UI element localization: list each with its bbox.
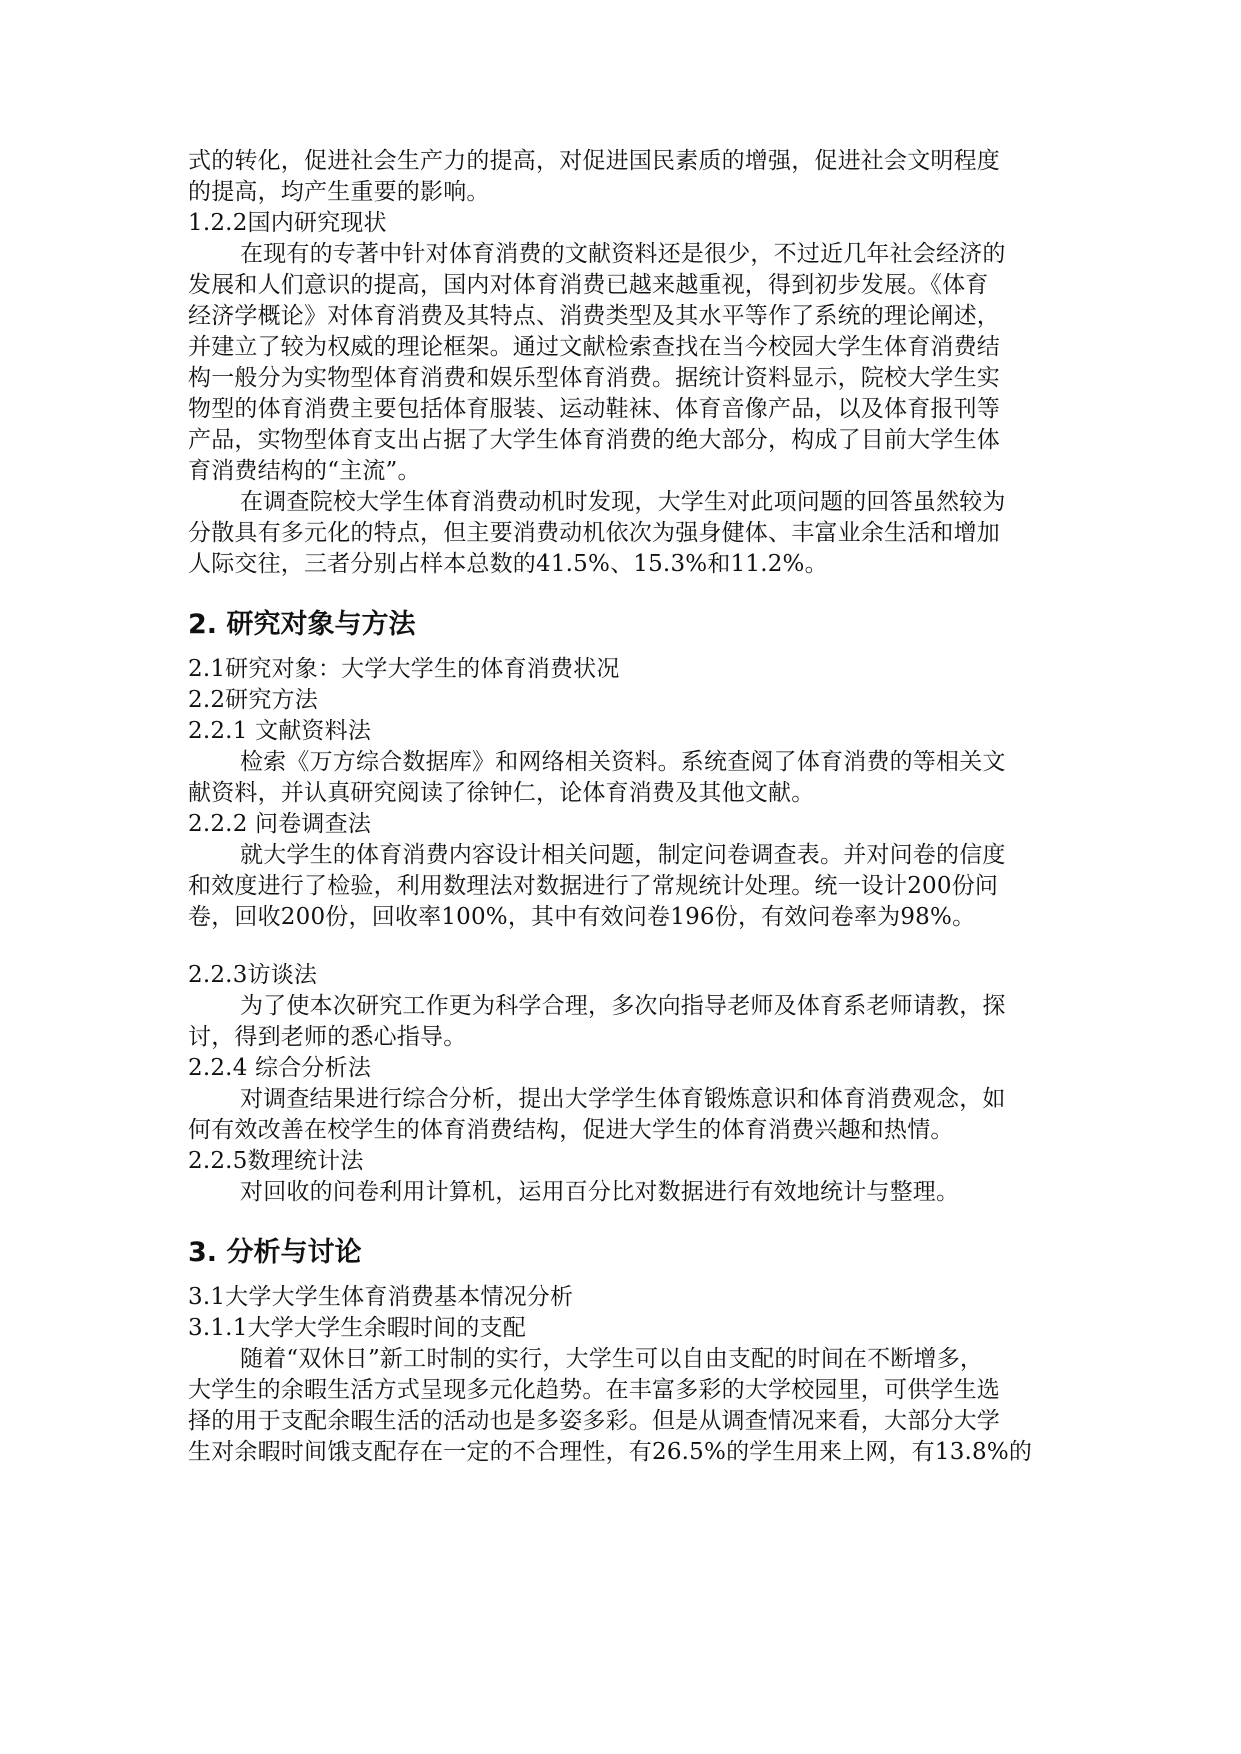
subsection-title-2-2-3: 2.2.3访谈法 xyxy=(188,962,318,988)
paragraph-line: 并建立了较为权威的理论框架。通过文献检索查找在当今校园大学生体育消费结 xyxy=(188,334,1000,360)
paragraph-line: 检索《万方综合数据库》和网络相关资料。系统查阅了体育消费的等相关文 xyxy=(240,749,1006,775)
subsection-title-2-2: 2.2研究方法 xyxy=(188,687,318,713)
paragraph-line: 经济学概论》对体育消费及其特点、消费类型及其水平等作了系统的理论阐述， xyxy=(188,303,1000,329)
paragraph-line: 对调查结果进行综合分析，提出大学学生体育锻炼意识和体育消费观念，如 xyxy=(240,1086,1006,1112)
subsection-title-3-1-1: 3.1.1大学大学生余暇时间的支配 xyxy=(188,1315,526,1341)
paragraph-line: 在现有的专著中针对体育消费的文献资料还是很少，不过近几年社会经济的 xyxy=(240,241,1006,267)
section-heading-3: 3. 分析与讨论 xyxy=(188,1237,362,1268)
paragraph-line: 物型的体育消费主要包括体育服装、运动鞋袜、体育音像产品，以及体育报刊等 xyxy=(188,396,1000,422)
paragraph-line: 人际交往，三者分别占样本总数的41.5%、15.3%和11.2%。 xyxy=(188,551,828,577)
paragraph-line: 何有效改善在校学生的体育消费结构，促进大学生的体育消费兴趣和热情。 xyxy=(188,1117,954,1143)
intro-line-1: 式的转化，促进社会生产力的提高，对促进国民素质的增强，促进社会文明程度 xyxy=(188,148,1000,174)
intro-line-2: 的提高，均产生重要的影响。 xyxy=(188,179,490,205)
paragraph-line: 大学生的余暇生活方式呈现多元化趋势。在丰富多彩的大学校园里，可供学生选 xyxy=(188,1377,1000,1403)
blank-line xyxy=(188,933,1068,960)
paragraph-line: 生对余暇时间饿支配存在一定的不合理性，有26.5%的学生用来上网，有13.8%的 xyxy=(188,1439,1033,1465)
subsection-title-2-1: 2.1研究对象：大学大学生的体育消费状况 xyxy=(188,656,620,682)
paragraph-line: 育消费结构的“主流”。 xyxy=(188,458,421,484)
paragraph-line: 分散具有多元化的特点，但主要消费动机依次为强身健体、丰富业余生活和增加 xyxy=(188,520,1000,546)
subsection-title-2-2-5: 2.2.5数理统计法 xyxy=(188,1148,364,1174)
paragraph-line: 随着“双休日”新工时制的实行，大学生可以自由支配的时间在不断增多， xyxy=(240,1346,984,1372)
subsection-title-3-1: 3.1大学大学生体育消费基本情况分析 xyxy=(188,1284,574,1310)
section-heading-2: 2. 研究对象与方法 xyxy=(188,609,416,640)
subsection-title-2-2-1: 2.2.1 文献资料法 xyxy=(188,718,372,744)
paragraph-line: 发展和人们意识的提高，国内对体育消费已越来越重视，得到初步发展。《体育 xyxy=(188,272,989,298)
paragraph-line: 就大学生的体育消费内容设计相关问题，制定问卷调查表。并对问卷的信度 xyxy=(240,842,1006,868)
paragraph-line: 构一般分为实物型体育消费和娱乐型体育消费。据统计资料显示，院校大学生实 xyxy=(188,365,1000,391)
paragraph-line: 献资料，并认真研究阅读了徐钟仁，论体育消费及其他文献。 xyxy=(188,780,815,806)
document-page xyxy=(188,146,1068,1468)
paragraph-line: 在调查院校大学生体育消费动机时发现，大学生对此项问题的回答虽然较为 xyxy=(240,489,1006,515)
paragraph-line: 对回收的问卷利用计算机，运用百分比对数据进行有效地统计与整理。 xyxy=(240,1179,960,1205)
subsection-title-2-2-4: 2.2.4 综合分析法 xyxy=(188,1055,372,1081)
paragraph-line: 为了使本次研究工作更为科学合理，多次向指导老师及体育系老师请教，探 xyxy=(240,993,1006,1019)
paragraph-line: 讨，得到老师的悉心指导。 xyxy=(188,1024,467,1050)
paragraph-line: 择的用于支配余暇生活的活动也是多姿多彩。但是从调查情况来看，大部分大学 xyxy=(188,1408,1000,1434)
subsection-title-1-2-2: 1.2.2国内研究现状 xyxy=(188,210,387,236)
paragraph-line: 卷，回收200份，回收率100%，其中有效问卷196份，有效问卷率为98%。 xyxy=(188,904,976,930)
paragraph-line: 产品，实物型体育支出占据了大学生体育消费的绝大部分，构成了目前大学生体 xyxy=(188,427,1000,453)
paragraph-line: 和效度进行了检验，利用数理法对数据进行了常规统计处理。统一设计200份问 xyxy=(188,873,999,899)
subsection-title-2-2-2: 2.2.2 问卷调查法 xyxy=(188,811,372,837)
